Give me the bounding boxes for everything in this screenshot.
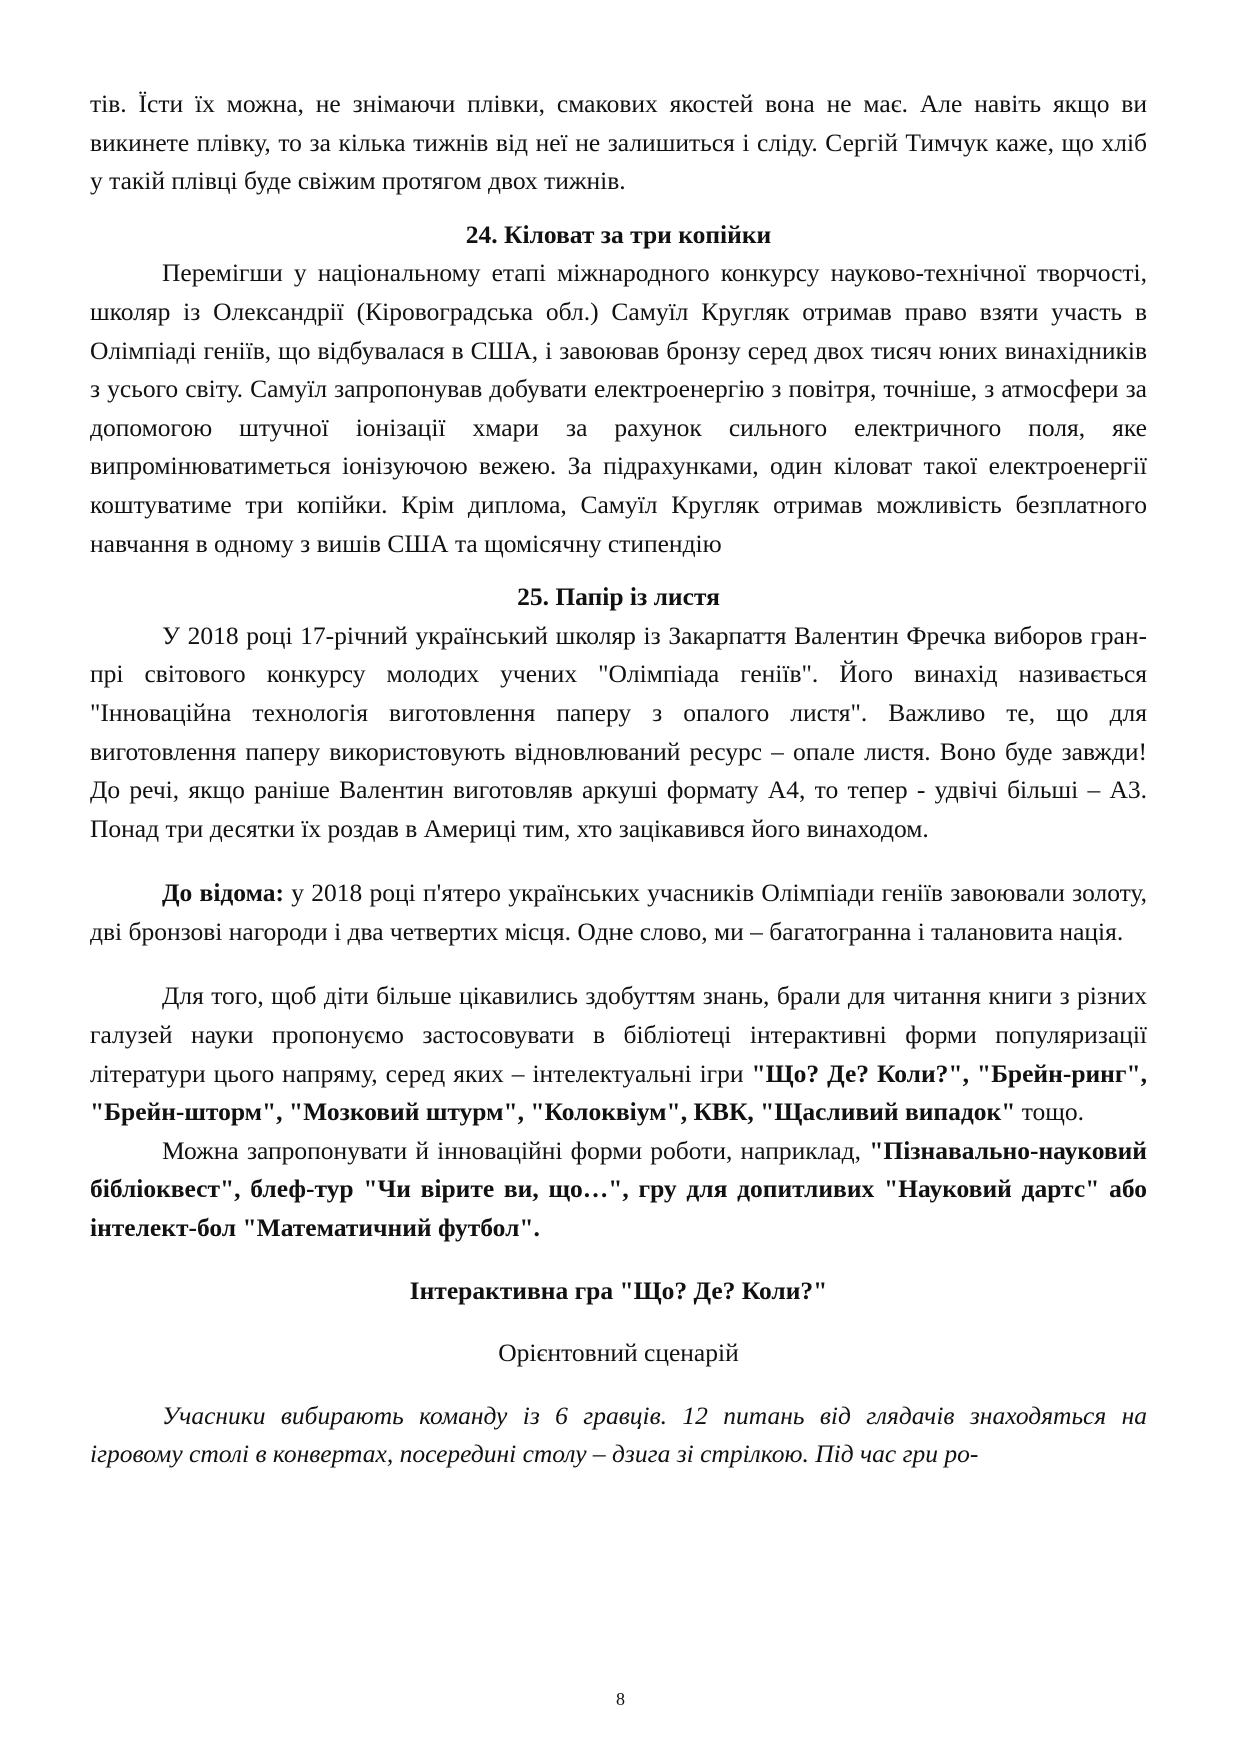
games-paragraph [90, 977, 1147, 1131]
scenario-text: Учасники вибирають команду із 6 гравців. 12 питань від глядачів знаходяться на ігровому столі в конвертах, посередині столу – дзига зі стрілкою. Під час гри ро- [90, 1400, 1147, 1469]
scenario-label: Орієнтовний сценарій [498, 1338, 739, 1368]
page-number: 8 [616, 1689, 625, 1709]
innovative-intro-text: Можна запропонувати й інноваційні форми роботи, наприклад, [162, 1135, 870, 1165]
section-25-heading: 25. Папір із листя [517, 582, 720, 612]
section-24-body: Перемігши у національному етапі міжнародного конкурсу науково-технічної творчості, школяр із Олександрії (Кіровоградська обл.) Самуїл Кругляк отримав право взяти участь в Олімпіаді геніїв, що відбувалася в США, і завоював бронзу серед двох тисяч юних винахідників з усього світу. Самуїл запропонував добувати електроенергію з повітря, точніше, з атмосфери за допомогою штучної іонізації хмари за рахунок сильного електричного поля, яке випромінюватиметься іонізуючою вежею. За підрахунками, один кіловат такої електроенергії коштуватиме три копійки. Крім диплома, Самуїл Кругляк отримав можливість безплатного навчання в одному з вишів США та щомісячну стипендію [90, 258, 1147, 558]
games-intro-text: Для того, щоб діти більше цікавились здобуттям знань, брали для читання книги з різних галузей науки пропонуємо застосовувати в бібліотеці інтерактивні форми популяризації літератури цього напряму, серед яких – інтелектуальні ігри [90, 981, 1147, 1088]
game-title: Інтерактивна гра "Що? Де? Коли?" [409, 1275, 828, 1305]
note-paragraph [90, 874, 1147, 951]
note-label: До відома: [162, 878, 285, 908]
note-text: у 2018 році п'ятеро українських учасників Олімпіади геніїв завоювали золоту, дві бронзові нагороди і два четвертих місця. Одне слово, ми – багатогранна і талановита нація. [90, 878, 1148, 946]
section-25-body: У 2018 році 17-річний український школяр із Закарпаття Валентин Фречка виборов гран-прі світового конкурсу молодих учених "Олімпіада геніїв". Його винахід називається "Інноваційна технологія виготовлення паперу з опалого листя". Важливо те, що для виготовлення паперу використовують відновлюваний ресурс – опале листя. Воно буде завжди! До речі, якщо раніше Валентин виготовляв аркуші формату А4, то тепер - удвічі більші – А3. Понад три десятки їх роздав в Америці тим, хто зацікавився його винаходом. [90, 620, 1147, 843]
intro-paragraph: тів. Їсти їх можна, не знімаючи плівки, смакових якостей вона не має. Але навіть якщо ви викинете плівку, то за кілька тижнів від неї не залишиться і сліду. Сергій Тимчук каже, що хліб у такій плівці буде свіжим протягом двох тижнів. [90, 89, 1147, 196]
document-page [90, 85, 1147, 1474]
games-list: "Що? Де? Коли?", "Брейн-ринг", "Брейн-шторм", "Мозковий штурм", "Колоквіум", КВК, "Щасливий випадок" [90, 1058, 1147, 1127]
innovative-paragraph [90, 1132, 1147, 1248]
innovative-forms-list: "Пізнавально-науковий бібліоквест", блеф-тур "Чи вірите ви, що…", гру для допитливих "Науковий дартс" або інтелект-бол "Математичний футбол". [90, 1135, 1147, 1243]
games-tail: тощо. [1015, 1097, 1085, 1127]
section-24-heading: 24. Кіловат за три копійки [465, 219, 772, 249]
